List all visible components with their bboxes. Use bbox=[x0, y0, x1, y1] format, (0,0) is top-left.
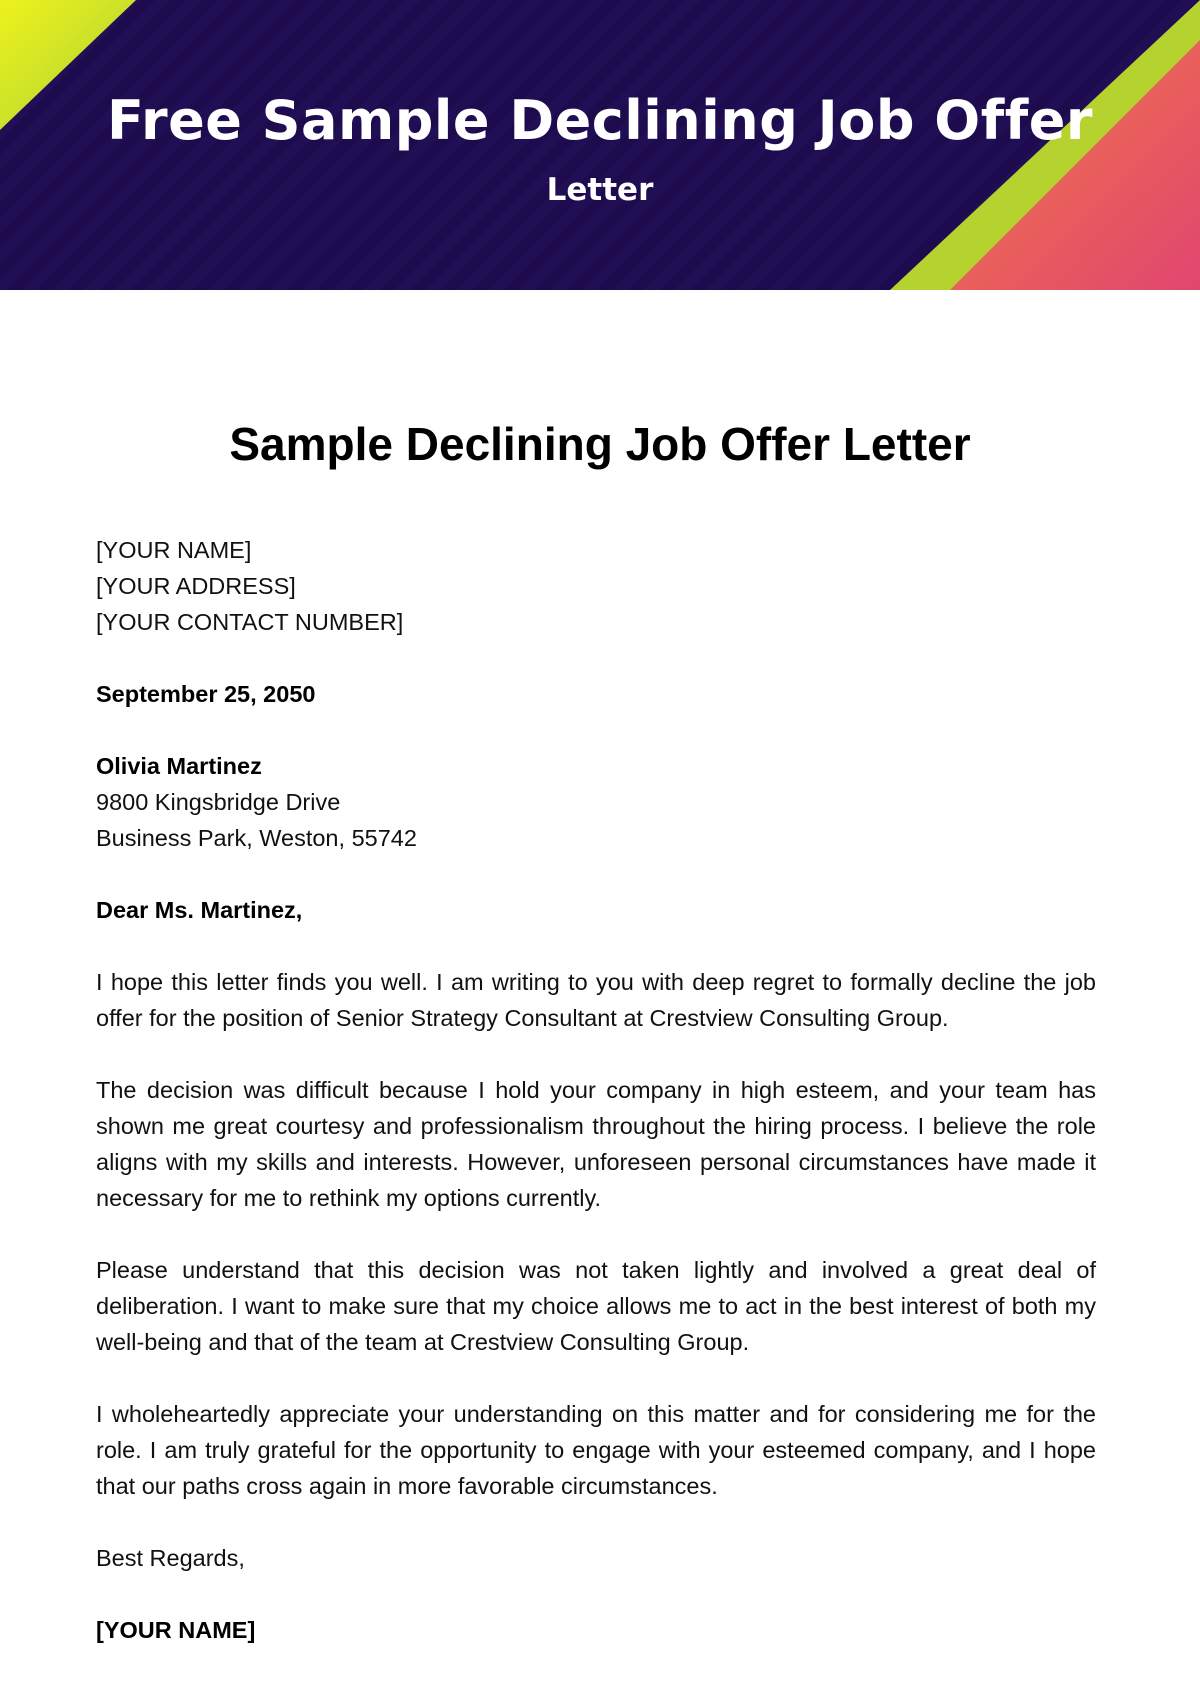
sender-contact: [YOUR CONTACT NUMBER] bbox=[96, 609, 404, 635]
header-banner bbox=[0, 0, 1200, 290]
document-title: Sample Declining Job Offer Letter bbox=[229, 418, 971, 470]
paragraph-2: The decision was difficult because I hold your company in high esteem, and your team has shown me great courtesy and professionalism throughout the hiring process. I believe the role aligns with my skills and interests. However, unforeseen personal circumstances have made it necessary for me to rethink my options currently. bbox=[96, 1077, 1096, 1211]
banner-title: Free Sample Declining Job Offer bbox=[107, 89, 1093, 152]
sender-name: [YOUR NAME] bbox=[96, 537, 252, 563]
paragraph-1: I hope this letter finds you well. I am writing to you with deep regret to formally decline the job offer for the position of Senior Strategy Consultant at Crestview Consulting Group. bbox=[96, 969, 1096, 1031]
recipient-city: Business Park, Weston, 55742 bbox=[96, 825, 417, 851]
signature: [YOUR NAME] bbox=[96, 1617, 256, 1643]
closing: Best Regards, bbox=[96, 1545, 245, 1571]
recipient-street: 9800 Kingsbridge Drive bbox=[96, 789, 341, 815]
recipient-name: Olivia Martinez bbox=[96, 753, 262, 779]
letter-date: September 25, 2050 bbox=[96, 681, 316, 707]
letter-body bbox=[96, 532, 1096, 1648]
paragraph-4: I wholeheartedly appreciate your understanding on this matter and for considering me for the role. I am truly grateful for the opportunity to engage with your esteemed company, and I hope that our paths cross again in more favorable circumstances. bbox=[96, 1401, 1096, 1499]
paragraph-3: Please understand that this decision was not taken lightly and involved a great deal of deliberation. I want to make sure that my choice allows me to act in the best interest of both my well-being and that of the team at Crestview Consulting Group. bbox=[96, 1257, 1096, 1355]
banner-subtitle: Letter bbox=[546, 172, 654, 208]
sender-address: [YOUR ADDRESS] bbox=[96, 573, 296, 599]
salutation: Dear Ms. Martinez, bbox=[96, 897, 303, 923]
